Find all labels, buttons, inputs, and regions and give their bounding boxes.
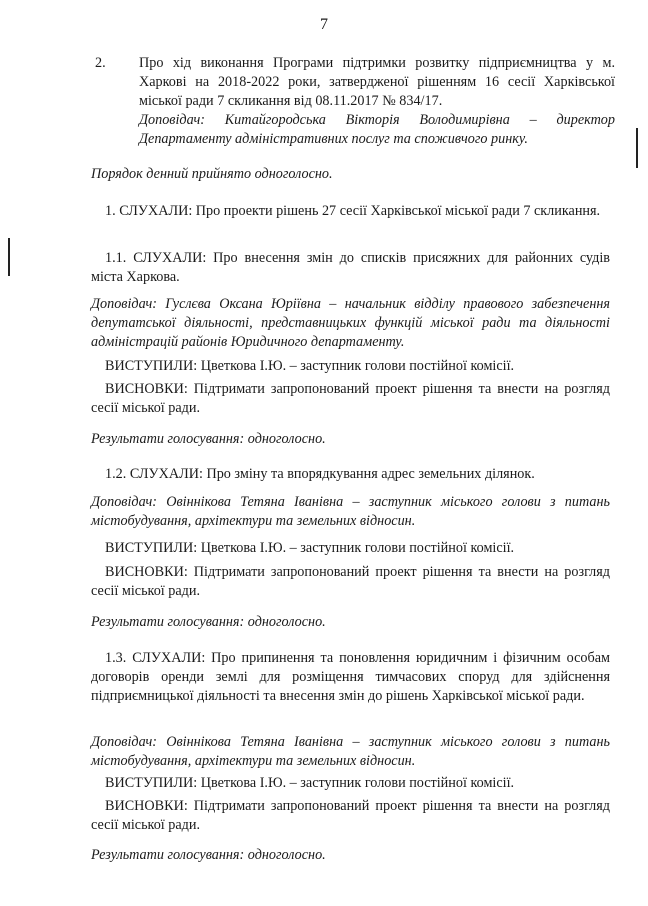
heard-1-1: 1.1. СЛУХАЛИ: Про внесення змін до списків присяжних для районних судів міста Харкова. <box>91 250 610 285</box>
voting-result-1-3: Результати голосування: одноголосно. <box>91 847 326 863</box>
speaker-1-2: Доповідач: Овіннікова Тетяна Іванівна – заступник міського голови з питань містобудування, архітектури та земельних відносин. <box>91 494 610 529</box>
item-text: Про хід виконання Програми підтримки розвитку підприємництва у м. Харкові на 2018-2022 роки, затвердженої рішенням 16 сесії Харківської міської ради 7 скликання від 08.11.2017 № 834/17. <box>139 55 615 109</box>
speaker-1-1: Доповідач: Гуслєва Оксана Юріївна – начальник відділу правового забезпечення депутатської діяльності, представницьких функцій міської ради та діяльності адміністрацій районів Юридичного департаменту. <box>91 296 610 350</box>
voting-result-1-2: Результати голосування: одноголосно. <box>91 614 326 630</box>
spoke-1-3: ВИСТУПИЛИ: Цветкова І.Ю. – заступник голови постійної комісії. <box>105 775 515 791</box>
scan-margin-mark-left <box>8 238 10 276</box>
heard-1-2: 1.2. СЛУХАЛИ: Про зміну та впорядкування адрес земельних ділянок. <box>105 466 535 482</box>
spoke-1-2: ВИСТУПИЛИ: Цветкова І.Ю. – заступник голови постійної комісії. <box>105 540 515 556</box>
scan-margin-mark-right <box>636 128 638 168</box>
conclusions-1-1: ВИСНОВКИ: Підтримати запропонований проект рішення та внести на розгляд сесії міської ради. <box>91 381 610 416</box>
page-number: 7 <box>320 16 328 33</box>
heard-1-3: 1.3. СЛУХАЛИ: Про припинення та поновлення юридичним і фізичним особам договорів оренди землі для розміщення тимчасових споруд для здійснення підприємницької діяльності та внесення змін до рішень Харківської міської ради. <box>91 650 610 704</box>
agenda-item-2 <box>95 54 615 149</box>
voting-result-1-1: Результати голосування: одноголосно. <box>91 431 326 447</box>
speaker-1-3: Доповідач: Овіннікова Тетяна Іванівна – заступник міського голови з питань містобудування, архітектури та земельних відносин. <box>91 734 610 769</box>
conclusions-1-2: ВИСНОВКИ: Підтримати запропонований проект рішення та внести на розгляд сесії міської ради. <box>91 564 610 599</box>
item-number: 2. <box>95 55 106 71</box>
agenda-approved-note: Порядок денний прийнято одноголосно. <box>91 166 333 182</box>
spoke-1-1: ВИСТУПИЛИ: Цветкова І.Ю. – заступник голови постійної комісії. <box>105 358 515 374</box>
item-speaker: Доповідач: Китайгородська Вікторія Володимирівна – директор Департаменту адміністративних послуг та споживчого ринку. <box>139 112 615 147</box>
heard-1: 1. СЛУХАЛИ: Про проекти рішень 27 сесії Харківської міської ради 7 скликання. <box>105 203 601 219</box>
conclusions-1-3: ВИСНОВКИ: Підтримати запропонований проект рішення та внести на розгляд сесії міської ради. <box>91 798 610 833</box>
